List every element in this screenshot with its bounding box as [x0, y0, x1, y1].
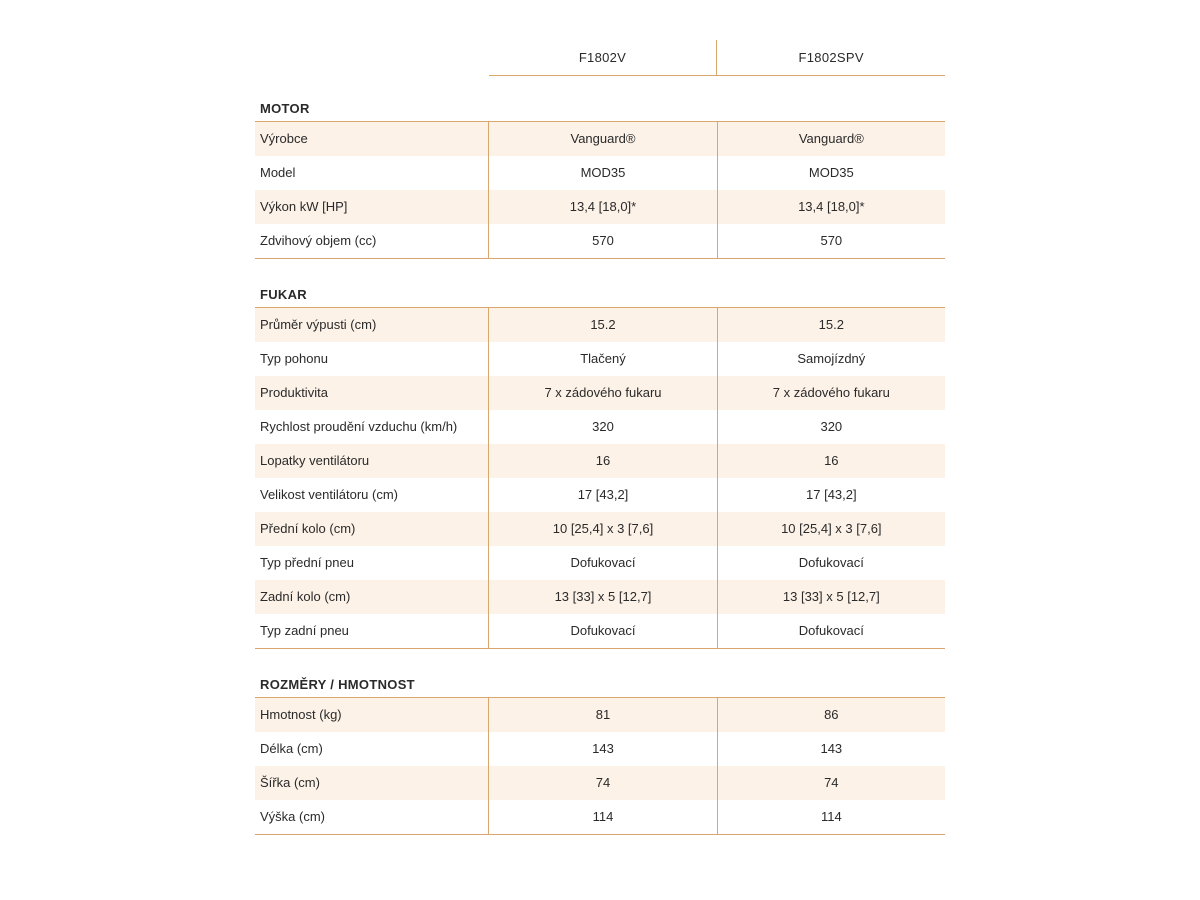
spec-label: Výrobce [260, 131, 308, 146]
spec-label: Šířka (cm) [260, 775, 320, 790]
spec-value-f1802v: 17 [43,2] [488, 478, 716, 512]
spec-value-f1802spv: 143 [717, 732, 945, 766]
spec-value-f1802spv: 320 [717, 410, 945, 444]
header-spacer [255, 40, 489, 76]
spec-value-f1802spv: 74 [717, 766, 945, 800]
spec-row [255, 190, 945, 224]
column-header-row [255, 40, 945, 76]
spec-row [255, 698, 945, 732]
spec-label: Zadní kolo (cm) [260, 589, 351, 604]
spec-value-f1802v: 320 [488, 410, 716, 444]
column-header-f1802v: F1802V [489, 40, 718, 76]
spec-label: Typ přední pneu [260, 555, 354, 570]
spec-value-f1802spv: 16 [717, 444, 945, 478]
spec-value-f1802v: 16 [488, 444, 716, 478]
spec-value-f1802spv: Dofukovací [717, 546, 945, 580]
spec-value-f1802spv: 15.2 [717, 308, 945, 342]
spec-value-f1802spv: 10 [25,4] x 3 [7,6] [717, 512, 945, 546]
spec-row [255, 122, 945, 156]
spec-value-f1802spv: 114 [717, 800, 945, 834]
spec-label: Výška (cm) [260, 809, 325, 824]
spec-row [255, 546, 945, 580]
spec-value-f1802v: 15.2 [488, 308, 716, 342]
spec-row [255, 732, 945, 766]
spec-row [255, 224, 945, 258]
spec-value-f1802v: 143 [488, 732, 716, 766]
spec-value-f1802v: Dofukovací [488, 614, 716, 648]
spec-value-f1802spv: 13,4 [18,0]* [717, 190, 945, 224]
spec-row [255, 156, 945, 190]
spec-value-f1802v: 7 x zádového fukaru [488, 376, 716, 410]
spec-row [255, 478, 945, 512]
spec-row [255, 766, 945, 800]
spec-label: Průměr výpusti (cm) [260, 317, 377, 332]
spec-row [255, 580, 945, 614]
spec-value-f1802spv: Dofukovací [717, 614, 945, 648]
spec-label: Typ zadní pneu [260, 623, 349, 638]
spec-value-f1802v: 81 [488, 698, 716, 732]
spec-value-f1802spv: 7 x zádového fukaru [717, 376, 945, 410]
spec-value-f1802v: MOD35 [488, 156, 716, 190]
section-title: ROZMĚRY / HMOTNOST [255, 673, 945, 698]
spec-label: Rychlost proudění vzduchu (km/h) [260, 419, 458, 434]
spec-row [255, 376, 945, 410]
spec-value-f1802v: Dofukovací [488, 546, 716, 580]
spec-label: Délka (cm) [260, 741, 323, 756]
spec-value-f1802v: 10 [25,4] x 3 [7,6] [488, 512, 716, 546]
spec-row [255, 410, 945, 444]
spec-value-f1802spv: Vanguard® [717, 122, 945, 156]
spec-value-f1802v: Vanguard® [488, 122, 716, 156]
section-divider [255, 258, 945, 259]
spec-value-f1802v: 13,4 [18,0]* [488, 190, 716, 224]
spec-label: Model [260, 165, 296, 180]
spec-table [255, 40, 945, 835]
spec-value-f1802v: 570 [488, 224, 716, 258]
spec-value-f1802v: Tlačený [488, 342, 716, 376]
spec-label: Hmotnost (kg) [260, 707, 342, 722]
spec-value-f1802spv: 13 [33] x 5 [12,7] [717, 580, 945, 614]
section-title: FUKAR [255, 283, 945, 308]
spec-row [255, 342, 945, 376]
spec-sections [255, 97, 945, 835]
spec-value-f1802v: 114 [488, 800, 716, 834]
spec-label: Zdvihový objem (cc) [260, 233, 377, 248]
spec-row [255, 308, 945, 342]
spec-value-f1802v: 13 [33] x 5 [12,7] [488, 580, 716, 614]
spec-value-f1802spv: Samojízdný [717, 342, 945, 376]
spec-label: Typ pohonu [260, 351, 328, 366]
spec-label: Přední kolo (cm) [260, 521, 356, 536]
spec-label: Výkon kW [HP] [260, 199, 348, 214]
section-divider [255, 648, 945, 649]
spec-row [255, 444, 945, 478]
spec-label: Produktivita [260, 385, 328, 400]
spec-value-f1802spv: MOD35 [717, 156, 945, 190]
spec-label: Lopatky ventilátoru [260, 453, 370, 468]
column-header-f1802spv: F1802SPV [717, 40, 945, 76]
spec-row [255, 614, 945, 648]
spec-value-f1802v: 74 [488, 766, 716, 800]
spec-value-f1802spv: 17 [43,2] [717, 478, 945, 512]
spec-value-f1802spv: 570 [717, 224, 945, 258]
section-title: MOTOR [255, 97, 945, 122]
spec-row [255, 800, 945, 834]
section-divider [255, 834, 945, 835]
spec-value-f1802spv: 86 [717, 698, 945, 732]
spec-row [255, 512, 945, 546]
spec-label: Velikost ventilátoru (cm) [260, 487, 398, 502]
